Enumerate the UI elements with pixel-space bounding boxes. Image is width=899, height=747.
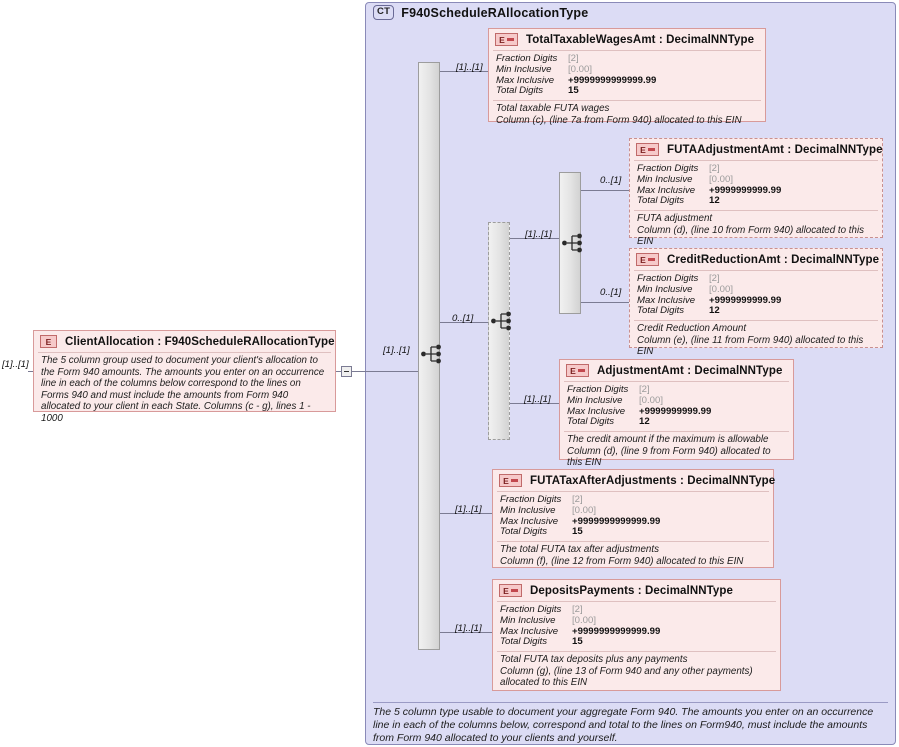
documentation-line-1: FUTA adjustment [637,213,713,225]
facet-value: [2] [572,494,583,505]
facet-label: Min Inclusive [637,283,693,295]
element-header [630,139,882,160]
facet-total-digits [496,86,759,97]
facet-total-digits [637,196,876,207]
documentation-line-1: Total FUTA tax deposits plus any payments [500,654,688,666]
multiplicity-credit-reduction: 0..[1] [600,287,622,298]
facet-value: [0.00] [572,614,597,626]
facet-value: [2] [709,163,720,174]
facet-label: Fraction Digits [637,273,699,284]
collapse-toggle[interactable] [341,366,352,377]
facet-list [493,602,780,651]
facet-min-inclusive [567,396,787,407]
facet-label: Max Inclusive [500,515,559,527]
element-documentation [560,432,793,472]
facet-value: 12 [639,416,650,428]
facet-label: Total Digits [496,85,544,97]
facet-value: 12 [709,305,720,317]
complex-type-header [373,5,588,20]
facet-min-inclusive [637,285,876,296]
facet-label: Fraction Digits [496,53,558,64]
facet-list [493,492,773,541]
multiplicity-deposits-payments: [1]..[1] [455,623,482,634]
facet-value: +9999999999999.99 [572,515,661,527]
facet-label: Fraction Digits [500,604,562,615]
element-icon: E [499,474,522,487]
facet-value: 15 [572,526,583,538]
facet-list [630,161,882,210]
element-deposits-payments[interactable] [492,579,781,691]
connector-root-out-b [352,371,419,372]
multiplicity-futa-adjustment: 0..[1] [600,175,622,186]
facet-value: +9999999999999.99 [572,625,661,637]
facet-label: Min Inclusive [500,504,556,516]
documentation-line-2: Column (f), (line 12 from Form 940) allocated to this EIN [500,555,744,567]
connector-inner-to-credit-reduction [581,302,629,303]
element-icon: E [499,584,522,597]
documentation-line-2: Column (c), (line 7a from Form 940) allocated to this EIN [496,114,742,126]
facet-value: [0.00] [572,504,597,516]
element-icon: E [636,253,659,266]
facet-label: Max Inclusive [637,184,696,196]
element-title: FUTAAdjustmentAmt : DecimalNNType [667,143,883,156]
element-documentation [630,321,882,361]
element-header [560,360,793,381]
element-futa-tax-after-adjustments[interactable] [492,469,774,568]
facet-value: +9999999999.99 [709,184,782,196]
facet-label: Min Inclusive [567,394,623,406]
facet-label: Min Inclusive [496,63,552,75]
element-icon: E [636,143,659,156]
documentation-line-2: Column (g), (line 13 of Form 940 and any other payments) allocated to this EIN [500,665,753,689]
element-title: CreditReductionAmt : DecimalNNType [667,253,880,266]
facet-value: +9999999999.99 [639,405,712,417]
element-title: DepositsPayments : DecimalNNType [530,584,734,597]
element-credit-reduction-amt[interactable] [629,248,883,358]
facet-label: Total Digits [500,526,548,538]
multiplicity-total-taxable-wages: [1]..[1] [456,62,483,73]
multiplicity-root-incoming: [1]..[1] [2,359,29,370]
facet-value: 15 [568,85,579,97]
element-header [493,470,776,491]
element-header [630,249,882,270]
facet-value: [2] [639,384,650,395]
facet-label: Min Inclusive [500,614,556,626]
facet-value: 12 [709,195,720,207]
complex-type-documentation: The 5 column type usable to document your aggregate Form 940. The amounts you enter on an occurrence line in each of the columns below, correspond and total to the lines on Form940, must include the amounts from Form 940 allocated to your clients and yourself. [373,706,874,744]
element-documentation [489,101,765,129]
facet-value: 15 [572,636,583,648]
element-documentation [493,542,773,570]
documentation-line-1: Total taxable FUTA wages [496,103,610,115]
complex-type-badge: CT [373,5,394,20]
element-documentation [493,652,781,692]
facet-list [489,51,765,100]
element-header [489,29,765,50]
container-footer-divider [373,702,888,703]
facet-label: Max Inclusive [637,294,696,306]
facet-min-inclusive [500,506,767,517]
facet-value: +9999999999999.99 [568,74,657,86]
multiplicity-inner-choice: [1]..[1] [525,229,552,240]
documentation-line-1: The total FUTA tax after adjustments [500,544,659,556]
element-title: TotalTaxableWagesAmt : DecimalNNType [526,33,755,46]
facet-total-digits [500,637,774,648]
facet-label: Total Digits [567,416,615,428]
facet-value: [0.00] [709,283,734,295]
facet-label: Fraction Digits [637,163,699,174]
facet-label: Total Digits [637,305,685,317]
facet-label: Max Inclusive [500,625,559,637]
facet-label: Max Inclusive [567,405,626,417]
multiplicity-futa-tax-after: [1]..[1] [455,504,482,515]
facet-value: [2] [709,273,720,284]
element-title: ClientAllocation : F940ScheduleRAllocationType [65,335,335,348]
facet-value: [2] [572,604,583,615]
element-icon: E [40,335,57,348]
element-client-allocation[interactable] [33,330,336,424]
documentation-line-2: Column (d), (line 10 from Form 940) allocated to this EIN [637,224,865,248]
facet-label: Fraction Digits [500,494,562,505]
facet-min-inclusive [500,616,774,627]
facet-value: [2] [568,53,579,64]
facet-label: Total Digits [500,636,548,648]
facet-label: Fraction Digits [567,384,629,395]
element-header [493,580,780,601]
element-documentation: The 5 column group used to document your client's allocation to the Form 940 amounts. The amounts you enter on an occurrence line in each of the columns below correspond to the lines on Forms 940 and must include the amounts from Form 940 allocated to your client in each State. Columns (c - g), lines 1 - 1000 [41,355,325,424]
documentation-line-2: Column (e), (line 11 from Form 940) allocated to this EIN [637,334,864,358]
element-adjustment-amt[interactable] [559,359,794,469]
sequence-compositor-optional-icon [489,309,515,333]
facet-value: [0.00] [639,394,664,406]
facet-list [560,382,793,431]
facet-value: [0.00] [568,63,593,75]
sequence-compositor-outer-icon [419,342,445,366]
element-header [34,331,335,352]
facet-min-inclusive [496,65,759,76]
complex-type-title: F940ScheduleRAllocationType [401,5,589,20]
sequence-compositor-inner-icon [560,231,586,255]
connector-inner-to-futa-adjustment [581,190,629,191]
facet-label: Max Inclusive [496,74,555,86]
element-futa-adjustment-amt[interactable] [629,138,883,248]
element-icon: E [566,364,589,377]
multiplicity-optional-group: 0..[1] [452,313,474,324]
documentation-line-1: Credit Reduction Amount [637,323,747,335]
multiplicity-adjustment-amt: [1]..[1] [524,394,551,405]
element-total-taxable-wages-amt[interactable] [488,28,766,126]
facet-total-digits [637,306,876,317]
facet-total-digits [500,527,767,538]
element-icon: E [495,33,518,46]
facet-list [630,271,882,320]
documentation-line-1: The credit amount if the maximum is allowable [567,434,769,446]
element-documentation [630,211,882,251]
facet-label: Total Digits [637,195,685,207]
facet-value: +9999999999.99 [709,294,782,306]
multiplicity-root-to-sequence: [1]..[1] [383,345,410,356]
element-title: AdjustmentAmt : DecimalNNType [597,364,783,377]
element-title: FUTATaxAfterAdjustments : DecimalNNType [530,474,776,487]
facet-total-digits [567,417,787,428]
documentation-line-2: Column (d), (line 9 from Form 940) allocated to this EIN [567,445,771,469]
facet-label: Min Inclusive [637,173,693,185]
facet-min-inclusive [637,175,876,186]
facet-value: [0.00] [709,173,734,185]
